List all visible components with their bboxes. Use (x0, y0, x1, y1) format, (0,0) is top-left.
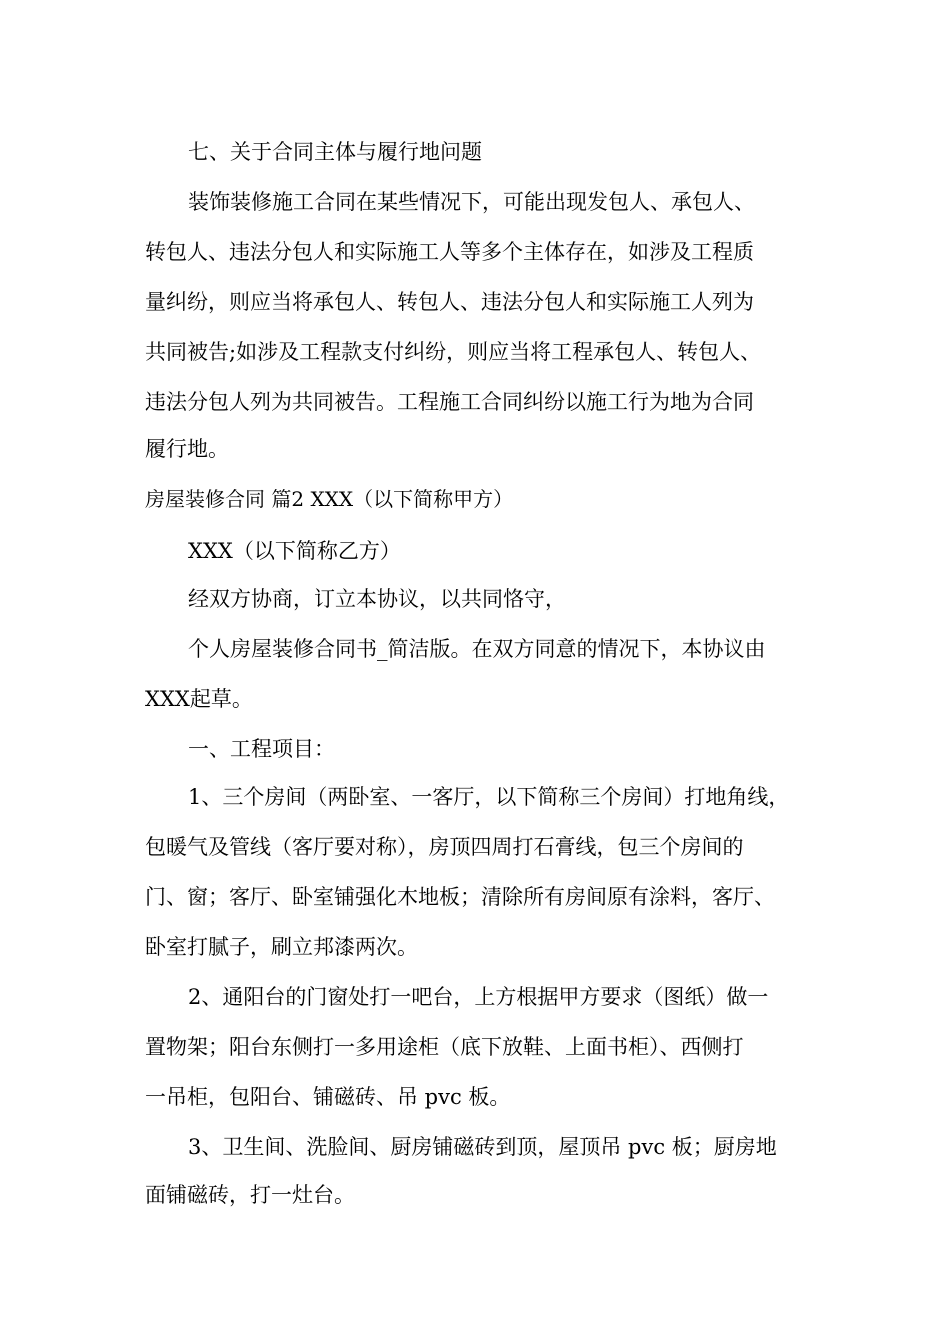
intro-line: 经双方协商，订立本协议，以共同恪守， (188, 587, 566, 611)
paragraph-line: 违法分包人列为共同被告。工程施工合同纠纷以施工行为地为合同 (145, 390, 754, 414)
paragraph-line: 门、窗；客厅、卧室铺强化木地板；清除所有房间原有涂料，客厅、 (145, 885, 775, 909)
paragraph-line: 2、通阳台的门窗处打一吧台，上方根据甲方要求（图纸）做一 (188, 985, 769, 1009)
project-heading: 一、工程项目： (188, 737, 335, 761)
party-b-line: XXX（以下简称乙方） (188, 539, 401, 563)
contract-title-line: 房屋装修合同 篇2 XXX（以下简称甲方） (145, 487, 514, 511)
paragraph-line: 履行地。 (145, 437, 229, 461)
paragraph-line: 包暖气及管线（客厅要对称），房顶四周打石膏线，包三个房间的 (145, 835, 744, 859)
section-heading: 七、关于合同主体与履行地问题 (188, 140, 482, 164)
paragraph-line: XXX起草。 (145, 687, 253, 711)
paragraph-line: 个人房屋装修合同书_简洁版。在双方同意的情况下，本协议由 (188, 637, 766, 661)
paragraph-line: 一吊柜，包阳台、铺磁砖、吊 pvc 板。 (145, 1085, 511, 1109)
paragraph-line: 卧室打腻子，刷立邦漆两次。 (145, 935, 418, 959)
paragraph-line: 3、卫生间、洗脸间、厨房铺磁砖到顶，屋顶吊 pvc 板；厨房地 (188, 1135, 777, 1159)
paragraph-line: 1、三个房间（两卧室、一客厅，以下简称三个房间）打地角线， (188, 785, 790, 809)
paragraph-line: 共同被告;如涉及工程款支付纠纷，则应当将工程承包人、转包人、 (145, 340, 762, 364)
paragraph-line: 装饰装修施工合同在某些情况下，可能出现发包人、承包人、 (188, 190, 755, 214)
paragraph-line: 面铺磁砖，打一灶台。 (145, 1183, 355, 1207)
paragraph-line: 置物架；阳台东侧打一多用途柜（底下放鞋、上面书柜）、西侧打 (145, 1035, 744, 1059)
paragraph-line: 量纠纷，则应当将承包人、转包人、违法分包人和实际施工人列为 (145, 290, 754, 314)
paragraph-line: 转包人、违法分包人和实际施工人等多个主体存在，如涉及工程质 (145, 240, 754, 264)
